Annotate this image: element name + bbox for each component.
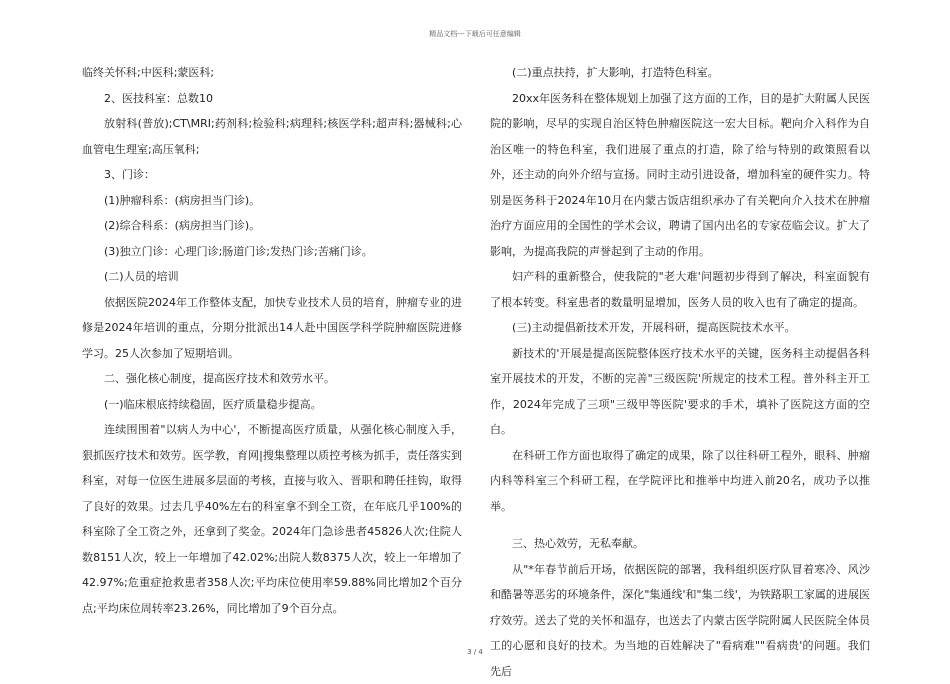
paragraph: (二)重点扶持，扩大影响，打造特色科室。 (490, 60, 870, 86)
paragraph: 二、强化核心制度，提高医疗技术和效劳水平。 (82, 366, 462, 392)
right-column (490, 60, 870, 684)
paragraph: 从"*年春节前后开场，依据医院的部署，我科组织医疗队冒着寒冷、风沙和酷暑等恶劣的环境条件，深化"集通线'和"集二线'，为铁路职工家属的进展医疗效劳。送去了党的关怀和温存，也送去了内蒙古医学院附属人民医院全体员工的心愿和良好的技术。为当地的百姓解决了"看病难""看病贵'的问题。我们先后 (490, 557, 870, 684)
paragraph: (一)临床根底持续稳固，医疗质量稳步提高。 (82, 392, 462, 418)
paragraph: (三)主动提倡新技术开发，开展科研，提高医院技术水平。 (490, 315, 870, 341)
paragraph: 临终关怀科;中医科;蒙医科; (82, 60, 462, 86)
paragraph: (二)人员的培训 (82, 264, 462, 290)
paragraph: 依据医院2024年工作整体支配，加快专业技术人员的培育，肿瘤专业的进修是2024年培训的重点，分期分批派出14人赴中国医学科学院肿瘤医院进修学习。25人次参加了短期培训。 (82, 290, 462, 367)
page-number: 3 / 4 (0, 648, 950, 656)
page-header: 精品文档---下载后可任意编辑 (0, 29, 950, 39)
paragraph: (3)独立门诊：心理门诊;肠道门诊;发热门诊;苦痛门诊。 (82, 239, 462, 265)
paragraph: (1)肿瘤科系：(病房担当门诊)。 (82, 188, 462, 214)
paragraph: 20xx年医务科在整体规划上加强了这方面的工作，目的是扩大附属人民医院的影响，尽早的实现自治区特色肿瘤医院这一宏大目标。靶向介入科作为自治区唯一的特色科室，我们进展了重点的打造，除了给与特别的政策照看以外，还主动的向外介绍与宣扬。同时主动引进设备，增加科室的硬件实力。特别是医务科于2024年10月在内蒙古饭店组织承办了有关靶向介入技术在肿瘤治疗方面应用的全国性的学术会议，聘请了国内出名的专家莅临会议。扩大了影响，为提高我院的声誉起到了主动的作用。 (490, 86, 870, 265)
paragraph: 2、医技科室：总数10 (82, 86, 462, 112)
paragraph: 三、热心效劳，无私奉献。 (490, 531, 870, 557)
paragraph: 在科研工作方面也取得了确定的成果，除了以往科研工程外，眼科、肿瘤内科等科室三个科研工程，在学院评比和推举中均进入前20名，成功予以推举。 (490, 443, 870, 520)
paragraph: 新技术的'开展是提高医院整体医疗技术水平的关键，医务科主动提倡各科室开展技术的开发，不断的完善"三级医院'所规定的技术工程。普外科主开工作，2024年完成了三项"三级甲等医院'要求的手术，填补了医院这方面的空白。 (490, 341, 870, 443)
paragraph: 连续围围着"以病人为中心'，不断提高医疗质量，从强化核心制度入手，狠抓医疗技术和效劳。医学教，育网|搜集整理以质控考核为抓手，责任落实到科室，对每一位医生进展多层面的考核，直接与收入、晋职和聘任挂钩，取得了良好的效果。过去几乎40%左右的科室拿不到全工资，在年底几乎100%的科室除了全工资之外，还拿到了奖金。2024年门急诊患者45826人次;住院人数8151人次，较上一年增加了42.02%;出院人数8375人次，较上一年增加了42.97%;危重症抢救患者358人次;平均床位使用率59.88%同比增加2个百分点;平均床位周转率23.26%，同比增加了9个百分点。 (82, 417, 462, 621)
paragraph: (2)综合科系：(病房担当门诊)。 (82, 213, 462, 239)
paragraph: 妇产科的重新整合，使我院的"老大难'问题初步得到了解决，科室面貌有了根本转变。科室患者的数量明显增加，医务人员的收入也有了确定的提高。 (490, 264, 870, 315)
paragraph: 3、门诊： (82, 162, 462, 188)
left-column (82, 60, 462, 621)
paragraph: 放射科(普放);CT\MRI;药剂科;检验科;病理科;核医学科;超声科;器械科;心血管电生理室;高压氧科; (82, 111, 462, 162)
